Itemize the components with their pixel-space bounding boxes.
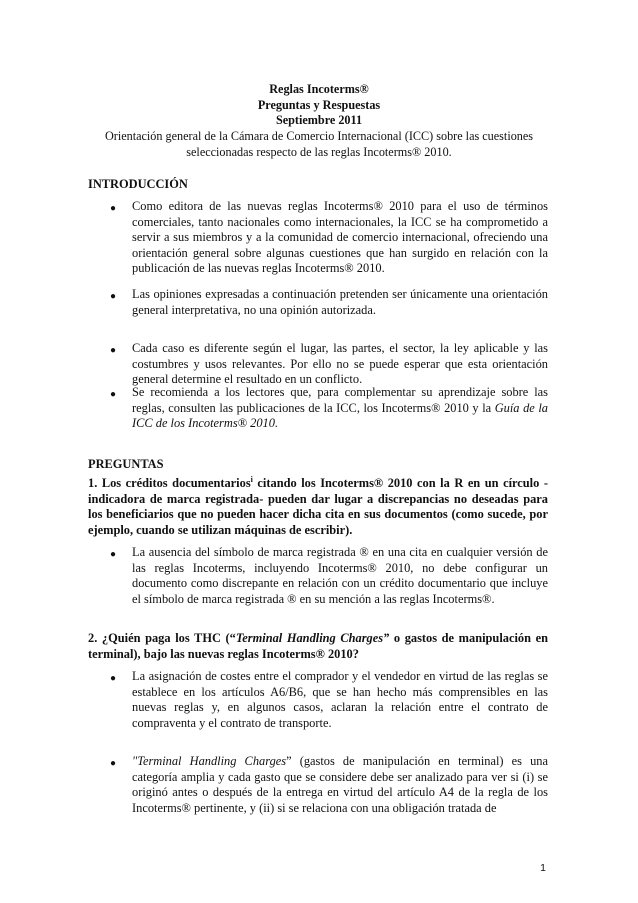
answer-2-bullet-2 xyxy=(132,754,548,816)
thc-term: "Terminal Handling Charges xyxy=(132,754,287,768)
questions-heading: PREGUNTAS xyxy=(88,457,164,471)
document-date: Septiembre 2011 xyxy=(275,113,363,128)
bullet-icon: ● xyxy=(110,549,117,560)
answer-1: La ausencia del símbolo de marca registrada ® en una cita en cualquier versión de las reglas Incoterms, incluyendo Incoterms® 2010, no debe configurar un documento como discrepante en relación con un crédito documentario que incluye el símbolo de marca registrada ® en su mención a las reglas Incoterms®. xyxy=(132,545,548,606)
answer-2-bullet-2-text: ” (gastos de manipulación en terminal) es una categoría amplia y cada gasto que se considere debe ser analizado para ver si (i) se originó antes o después de la entrega en virtud del artículo A4 de la regla de los Incoterms® pertinente, y (ii) si se relaciona con una obligación tratada de xyxy=(132,754,548,815)
footnote-marker: i xyxy=(250,474,253,484)
question-2-start: 2. ¿Quién paga los THC (“ xyxy=(88,631,236,645)
document-description: Orientación general de la Cámara de Comercio Internacional (ICC) sobre las cuestiones seleccionadas respecto de las reglas Incoterms® 2010. xyxy=(104,129,534,159)
question-2 xyxy=(88,631,548,662)
bullet-icon: ● xyxy=(110,673,117,684)
document-header xyxy=(88,82,550,129)
bullet-icon: ● xyxy=(110,345,117,356)
intro-bullet-3: Cada caso es diferente según el lugar, las partes, el sector, la ley aplicable y las costumbres y usos relevantes. Por ello no se puede esperar que esta orientación general determine el resultado en un conflicto. xyxy=(132,341,548,386)
answer-2-bullet-1: La asignación de costes entre el comprador y el vendedor en virtud de las reglas se establece en los artículos A6/B6, que se han hecho más comprensibles en las nuevas reglas y, en algunos casos, aclaran la relación entre el contrato de compraventa y el contrato de transporte. xyxy=(132,669,548,730)
question-1-start: 1. Los créditos documentarios xyxy=(88,476,251,490)
intro-bullet-4 xyxy=(132,385,548,432)
icc-guide-title: Guía de la ICC de los Incoterms® 2010. xyxy=(132,400,548,430)
bullet-icon: ● xyxy=(110,758,117,769)
question-2-rest: o gastos de manipulación en terminal), bajo las nuevas reglas Incoterms® 2010? xyxy=(88,631,548,661)
intro-heading: INTRODUCCIÓN xyxy=(88,177,188,191)
bullet-icon: ● xyxy=(110,291,117,302)
document-subtitle: Preguntas y Respuestas xyxy=(257,97,381,112)
bullet-icon: ● xyxy=(110,389,117,400)
document-title: Reglas Incoterms® xyxy=(269,82,369,96)
question-2-italic: Terminal Handling Charges” xyxy=(235,631,390,645)
bullet-icon: ● xyxy=(110,203,117,214)
intro-bullet-4-text: Se recomienda a los lectores que, para complementar su aprendizaje sobre las reglas, consulten las publicaciones de la ICC, los Incoterms® 2010 y la xyxy=(132,385,548,415)
question-1 xyxy=(88,476,548,538)
intro-bullet-2: Las opiniones expresadas a continuación pretenden ser únicamente una orientación general interpretativa, no una opinión autorizada. xyxy=(132,287,548,317)
question-1-rest: citando los Incoterms® 2010 con la R en un círculo -indicadora de marca registrada- pueden dar lugar a discrepancias no deseadas para los beneficiarios que no pueden hacer dicha cita en sus documentos (como sucede, por ejemplo, cuando se utilizan máquinas de escribir). xyxy=(88,476,548,537)
intro-bullet-1: Como editora de las nuevas reglas Incoterms® 2010 para el uso de términos comerciales, tanto nacionales como internacionales, la ICC se ha comprometido a servir a sus miembros y a la comunidad de comercio internacional, ofreciendo una orientación general sobre algunas cuestiones que han surgido en relación con la publicación de las nuevas reglas Incoterms® 2010. xyxy=(132,199,548,275)
page-number: 1 xyxy=(540,862,546,874)
